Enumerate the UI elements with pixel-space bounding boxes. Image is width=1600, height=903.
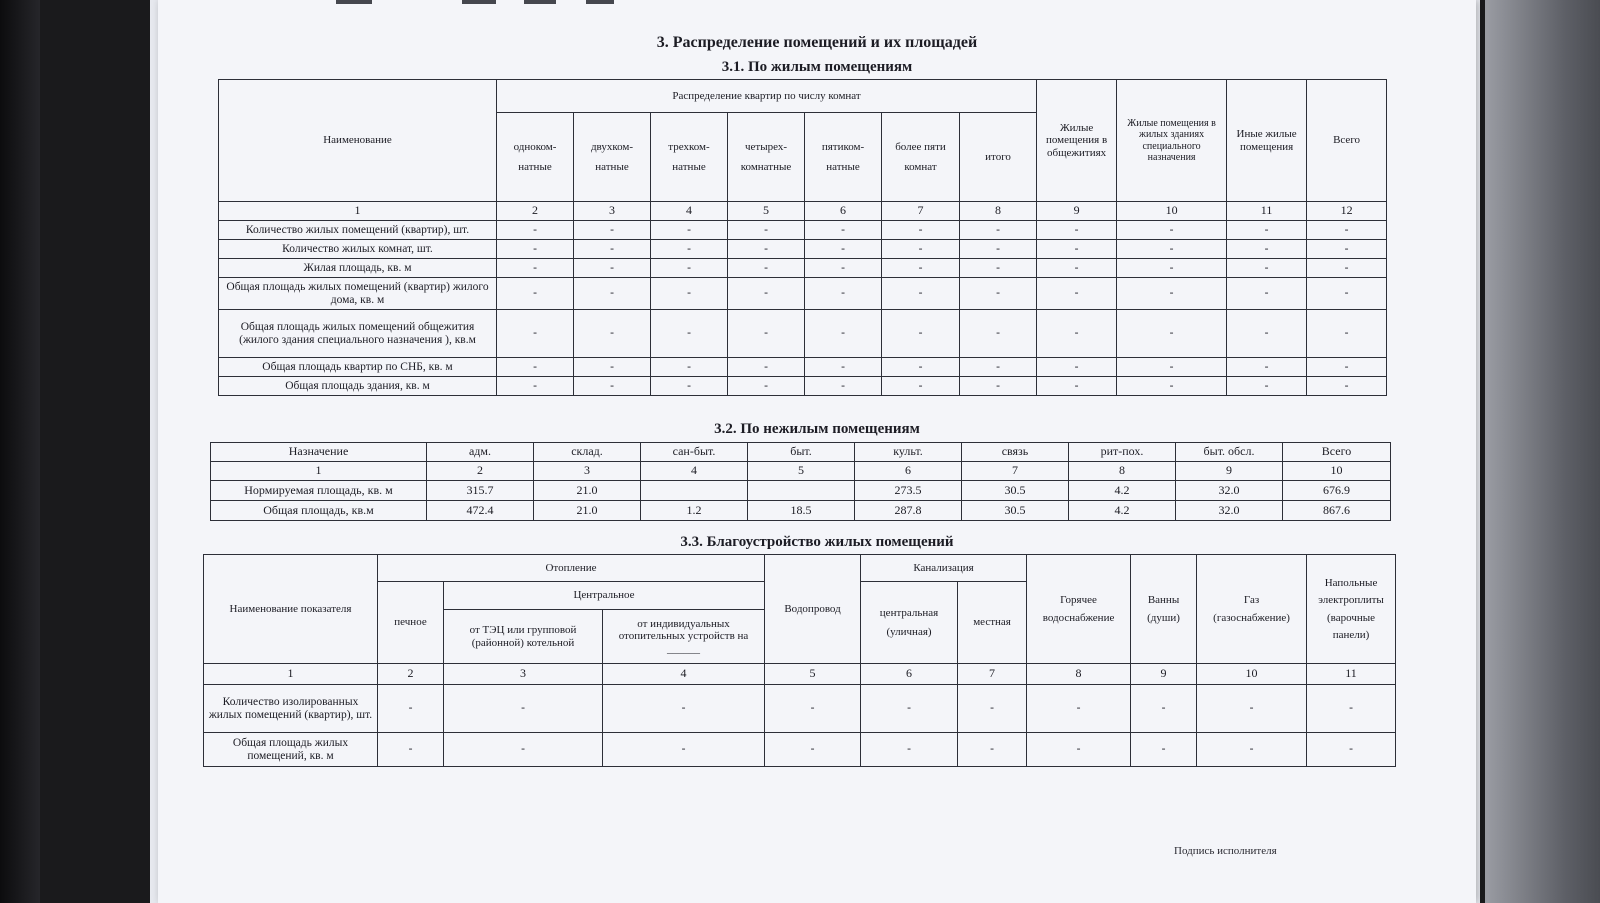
table-cell: - bbox=[1227, 240, 1307, 259]
table-cell: - bbox=[1117, 221, 1227, 240]
column-number: 3 bbox=[534, 462, 641, 481]
table-cell: - bbox=[958, 685, 1027, 733]
sewer-central-header bbox=[861, 582, 958, 664]
column-number: 4 bbox=[641, 462, 748, 481]
table-cell: - bbox=[805, 310, 882, 358]
row-label: Количество жилых помещений (квартир), шт. bbox=[219, 221, 497, 240]
nonres-header: сан-быт. bbox=[641, 443, 748, 462]
column-number: 10 bbox=[1197, 664, 1307, 685]
table-cell: 21.0 bbox=[534, 481, 641, 501]
electric-line3: (варочные bbox=[1327, 611, 1376, 624]
table-cell: - bbox=[651, 310, 728, 358]
table-cell: 676.9 bbox=[1283, 481, 1391, 501]
table-cell: 32.0 bbox=[1176, 501, 1283, 521]
table-cell: - bbox=[1227, 278, 1307, 310]
individual-header: от индивидуальных отопительных устройств на ______ bbox=[603, 610, 765, 664]
table-row bbox=[219, 278, 1387, 310]
central-header: Центральное bbox=[444, 582, 765, 610]
column-number: 10 bbox=[1283, 462, 1391, 481]
table-cell: - bbox=[728, 310, 805, 358]
table-row bbox=[204, 733, 1396, 767]
room-col-line2: натные bbox=[672, 161, 706, 173]
total-col-header: итого bbox=[960, 113, 1037, 202]
gas-header bbox=[1197, 555, 1307, 664]
row-label: Количество жилых комнат, шт. bbox=[219, 240, 497, 259]
column-number: 10 bbox=[1117, 202, 1227, 221]
row-label: Общая площадь здания, кв. м bbox=[219, 377, 497, 396]
nonres-header: адм. bbox=[427, 443, 534, 462]
table-cell: - bbox=[1117, 310, 1227, 358]
table-cell: 867.6 bbox=[1283, 501, 1391, 521]
table-cell: 30.5 bbox=[962, 481, 1069, 501]
column-number: 7 bbox=[962, 462, 1069, 481]
background-right bbox=[1485, 0, 1600, 903]
table-cell: - bbox=[1307, 221, 1387, 240]
nonres-headers bbox=[211, 443, 1391, 462]
column-number: 6 bbox=[861, 664, 958, 685]
row-label: Общая площадь жилых помещений (квартир) жилого дома, кв. м bbox=[219, 278, 497, 310]
room-col-header bbox=[728, 113, 805, 202]
row-label: Общая площадь, кв.м bbox=[211, 501, 427, 521]
table-cell bbox=[748, 481, 855, 501]
table-cell: - bbox=[574, 221, 651, 240]
table-row bbox=[219, 259, 1387, 278]
column-number: 11 bbox=[1307, 664, 1396, 685]
table-cell: - bbox=[1227, 221, 1307, 240]
amenities-table bbox=[203, 554, 1396, 767]
column-number: 3 bbox=[574, 202, 651, 221]
electric-line1: Напольные bbox=[1324, 576, 1378, 589]
table-cell: - bbox=[1117, 259, 1227, 278]
room-col-line2: комнат bbox=[904, 161, 937, 173]
table-cell: - bbox=[444, 733, 603, 767]
column-number: 3 bbox=[444, 664, 603, 685]
room-col-header bbox=[651, 113, 728, 202]
nonresidential-table bbox=[210, 442, 1391, 521]
table-cell: - bbox=[1227, 377, 1307, 396]
background-left bbox=[0, 0, 40, 903]
table-cell: - bbox=[765, 685, 861, 733]
table-cell: - bbox=[651, 377, 728, 396]
table-cell: - bbox=[574, 358, 651, 377]
table-cell: - bbox=[882, 240, 960, 259]
row-label: Нормируемая площадь, кв. м bbox=[211, 481, 427, 501]
room-col-header bbox=[574, 113, 651, 202]
table-cell: - bbox=[728, 358, 805, 377]
table-cell bbox=[641, 481, 748, 501]
room-col-header bbox=[497, 113, 574, 202]
table-cell: - bbox=[1307, 240, 1387, 259]
table-cell: - bbox=[728, 259, 805, 278]
table-cell: - bbox=[497, 240, 574, 259]
section-title: 3. Распределение помещений и их площадей bbox=[656, 34, 978, 51]
table-cell: - bbox=[805, 259, 882, 278]
row-label: Общая площадь жилых помещений, кв. м bbox=[204, 733, 378, 767]
table-cell: - bbox=[960, 358, 1037, 377]
table-cell: - bbox=[1037, 377, 1117, 396]
table-cell: - bbox=[960, 278, 1037, 310]
table-cell: - bbox=[861, 733, 958, 767]
table-cell: 472.4 bbox=[427, 501, 534, 521]
table-cell: - bbox=[1037, 259, 1117, 278]
residential-table bbox=[218, 79, 1387, 396]
table-cell: - bbox=[1037, 358, 1117, 377]
electric-line2: электроплиты bbox=[1318, 594, 1384, 607]
nonres-header: связь bbox=[962, 443, 1069, 462]
gas-line2: (газоснабжение) bbox=[1213, 612, 1290, 624]
table-cell: - bbox=[1117, 278, 1227, 310]
table-cell: - bbox=[497, 221, 574, 240]
nonres-header: быт. обсл. bbox=[1176, 443, 1283, 462]
table-cell: - bbox=[1227, 358, 1307, 377]
table-cell: - bbox=[1307, 733, 1396, 767]
table-cell: - bbox=[805, 377, 882, 396]
table-row bbox=[219, 310, 1387, 358]
tec-header: от ТЭЦ или групповой (районной) котельной bbox=[444, 610, 603, 664]
name-header: Наименование bbox=[219, 80, 497, 202]
table-cell: - bbox=[651, 278, 728, 310]
table-cell: - bbox=[497, 310, 574, 358]
column-number: 5 bbox=[748, 462, 855, 481]
room-col-line1: пятиком- bbox=[821, 140, 865, 153]
table-row bbox=[219, 240, 1387, 259]
special-header: Жилые помещения в жилых зданиях специального назначения bbox=[1117, 80, 1227, 202]
column-number: 4 bbox=[603, 664, 765, 685]
table-cell: - bbox=[882, 358, 960, 377]
table-cell: 287.8 bbox=[855, 501, 962, 521]
row-label: Количество изолированных жилых помещений (квартир), шт. bbox=[204, 685, 378, 733]
table-cell: 21.0 bbox=[534, 501, 641, 521]
table-cell: - bbox=[805, 221, 882, 240]
table-cell: - bbox=[603, 733, 765, 767]
table-cell: - bbox=[651, 240, 728, 259]
previous-page-marks bbox=[336, 0, 896, 6]
electric-line4: панели) bbox=[1332, 628, 1370, 641]
table-cell: - bbox=[1037, 278, 1117, 310]
table-cell: - bbox=[603, 685, 765, 733]
column-number: 7 bbox=[958, 664, 1027, 685]
room-col-line2: натные bbox=[518, 161, 552, 173]
column-number: 6 bbox=[855, 462, 962, 481]
column-number: 6 bbox=[805, 202, 882, 221]
table-cell: - bbox=[1307, 377, 1387, 396]
table-cell: - bbox=[1117, 358, 1227, 377]
table-cell: - bbox=[1027, 685, 1131, 733]
table-cell: - bbox=[574, 240, 651, 259]
column-number: 1 bbox=[204, 664, 378, 685]
table-cell: - bbox=[960, 310, 1037, 358]
bath-line2: (души) bbox=[1147, 612, 1180, 624]
sewer-local-header: местная bbox=[958, 582, 1027, 664]
column-number: 5 bbox=[765, 664, 861, 685]
table33-title: 3.3. Благоустройство жилых помещений bbox=[680, 534, 954, 550]
table-cell: - bbox=[497, 358, 574, 377]
table-cell: - bbox=[728, 240, 805, 259]
table-cell: - bbox=[805, 278, 882, 310]
table-cell: - bbox=[728, 221, 805, 240]
column-number: 2 bbox=[427, 462, 534, 481]
table-cell: - bbox=[765, 733, 861, 767]
table-cell: - bbox=[1117, 377, 1227, 396]
nonres-header: Назначение bbox=[211, 443, 427, 462]
room-col-line1: двухком- bbox=[590, 140, 634, 153]
table-cell: - bbox=[1307, 310, 1387, 358]
other-header: Иные жилые помещения bbox=[1227, 80, 1307, 202]
table-cell: - bbox=[1307, 358, 1387, 377]
table31-title: 3.1. По жилым помещениям bbox=[721, 59, 913, 75]
room-col-line2: натные bbox=[595, 161, 629, 173]
table-cell: - bbox=[574, 377, 651, 396]
gas-line1: Газ bbox=[1243, 593, 1260, 606]
table-cell: - bbox=[651, 259, 728, 278]
table-cell: - bbox=[497, 377, 574, 396]
table-cell: - bbox=[861, 685, 958, 733]
table-cell: - bbox=[1227, 259, 1307, 278]
nonres-header: рит-пох. bbox=[1069, 443, 1176, 462]
hot-water-header bbox=[1027, 555, 1131, 664]
table-cell: - bbox=[497, 278, 574, 310]
table32-title: 3.2. По нежилым помещениям bbox=[714, 421, 920, 437]
bath-header bbox=[1131, 555, 1197, 664]
nonres-header: быт. bbox=[748, 443, 855, 462]
table-row bbox=[219, 221, 1387, 240]
table-row bbox=[219, 377, 1387, 396]
rooms-group-header: Распределение квартир по числу комнат bbox=[497, 80, 1037, 113]
table-cell: 30.5 bbox=[962, 501, 1069, 521]
nonres-header: культ. bbox=[855, 443, 962, 462]
room-col-line2: комнатные bbox=[740, 161, 792, 173]
room-col-line1: более пяти bbox=[895, 140, 946, 153]
hot-water-line2: водоснабжение bbox=[1042, 612, 1115, 624]
table-cell: - bbox=[1227, 310, 1307, 358]
table-cell: - bbox=[805, 240, 882, 259]
table-cell: 1.2 bbox=[641, 501, 748, 521]
table-cell: 315.7 bbox=[427, 481, 534, 501]
column-number: 4 bbox=[651, 202, 728, 221]
table-cell: - bbox=[378, 733, 444, 767]
executor-signature-label: Подпись исполнителя bbox=[1174, 845, 1277, 857]
nonres-header: Всего bbox=[1283, 443, 1391, 462]
table-row bbox=[219, 358, 1387, 377]
all-header: Всего bbox=[1307, 80, 1387, 202]
table-cell: - bbox=[1197, 685, 1307, 733]
row-label: Жилая площадь, кв. м bbox=[219, 259, 497, 278]
table-cell: - bbox=[1037, 310, 1117, 358]
room-col-line1: четырех- bbox=[744, 140, 787, 153]
table-cell: - bbox=[574, 259, 651, 278]
table-cell: - bbox=[960, 259, 1037, 278]
table-cell: - bbox=[1117, 240, 1227, 259]
table-cell: - bbox=[444, 685, 603, 733]
table-cell: - bbox=[728, 278, 805, 310]
table-cell: - bbox=[1197, 733, 1307, 767]
water-header: Водопровод bbox=[765, 555, 861, 664]
column-number: 9 bbox=[1176, 462, 1283, 481]
room-col-line2: натные bbox=[826, 161, 860, 173]
room-col-header bbox=[882, 113, 960, 202]
table-cell: 4.2 bbox=[1069, 501, 1176, 521]
table-cell: - bbox=[651, 358, 728, 377]
table-cell: - bbox=[1027, 733, 1131, 767]
column-number: 8 bbox=[1069, 462, 1176, 481]
table-cell: - bbox=[1037, 240, 1117, 259]
column-number: 9 bbox=[1037, 202, 1117, 221]
table-cell: - bbox=[882, 278, 960, 310]
table-cell: - bbox=[1307, 278, 1387, 310]
row-label: Общая площадь квартир по СНБ, кв. м bbox=[219, 358, 497, 377]
heating-header: Отопление bbox=[378, 555, 765, 582]
dorm-header: Жилые помещения в общежитиях bbox=[1037, 80, 1117, 202]
table-cell: - bbox=[1131, 733, 1197, 767]
document-page bbox=[158, 0, 1476, 903]
table-cell: - bbox=[378, 685, 444, 733]
indicator-name-header: Наименование показателя bbox=[204, 555, 378, 664]
table-cell: - bbox=[1307, 259, 1387, 278]
table-cell: - bbox=[574, 310, 651, 358]
amenities-numbers bbox=[204, 664, 1396, 685]
table-cell: - bbox=[882, 377, 960, 396]
stove-header: печное bbox=[378, 582, 444, 664]
bath-line1: Ванны bbox=[1147, 593, 1180, 606]
column-number: 2 bbox=[378, 664, 444, 685]
column-number: 11 bbox=[1227, 202, 1307, 221]
table-cell: - bbox=[574, 278, 651, 310]
column-number: 9 bbox=[1131, 664, 1197, 685]
table-cell: - bbox=[882, 310, 960, 358]
column-number: 8 bbox=[960, 202, 1037, 221]
column-number: 12 bbox=[1307, 202, 1387, 221]
table-cell: 4.2 bbox=[1069, 481, 1176, 501]
room-col-line1: трехком- bbox=[668, 140, 710, 153]
nonres-header: склад. bbox=[534, 443, 641, 462]
table-cell: - bbox=[1307, 685, 1396, 733]
electric-stove-header bbox=[1307, 555, 1396, 664]
table-row bbox=[204, 685, 1396, 733]
column-number: 8 bbox=[1027, 664, 1131, 685]
room-col-line1: одноком- bbox=[513, 140, 557, 153]
table-cell: - bbox=[960, 377, 1037, 396]
nonres-numbers bbox=[211, 462, 1391, 481]
sewer-header: Канализация bbox=[861, 555, 1027, 582]
table-cell: - bbox=[960, 240, 1037, 259]
column-number: 2 bbox=[497, 202, 574, 221]
column-numbers bbox=[219, 202, 1387, 221]
column-number: 1 bbox=[219, 202, 497, 221]
table-cell: 273.5 bbox=[855, 481, 962, 501]
sewer-central-line2: (уличная) bbox=[886, 625, 932, 638]
table-cell: - bbox=[1131, 685, 1197, 733]
table-cell: - bbox=[960, 221, 1037, 240]
hot-water-line1: Горячее bbox=[1060, 593, 1097, 606]
column-number: 5 bbox=[728, 202, 805, 221]
table-cell: - bbox=[651, 221, 728, 240]
table-cell: 18.5 bbox=[748, 501, 855, 521]
table-cell: 32.0 bbox=[1176, 481, 1283, 501]
room-col-header bbox=[805, 113, 882, 202]
table-row bbox=[211, 501, 1391, 521]
column-number: 7 bbox=[882, 202, 960, 221]
table-cell: - bbox=[728, 377, 805, 396]
table-cell: - bbox=[497, 259, 574, 278]
table-cell: - bbox=[882, 259, 960, 278]
column-number: 1 bbox=[211, 462, 427, 481]
table-cell: - bbox=[958, 733, 1027, 767]
table-cell: - bbox=[805, 358, 882, 377]
sewer-central-line1: центральная bbox=[879, 607, 939, 620]
row-label: Общая площадь жилых помещений общежития (жилого здания специального назначения ), кв.м bbox=[219, 310, 497, 358]
table-cell: - bbox=[882, 221, 960, 240]
table-row bbox=[211, 481, 1391, 501]
table-cell: - bbox=[1037, 221, 1117, 240]
